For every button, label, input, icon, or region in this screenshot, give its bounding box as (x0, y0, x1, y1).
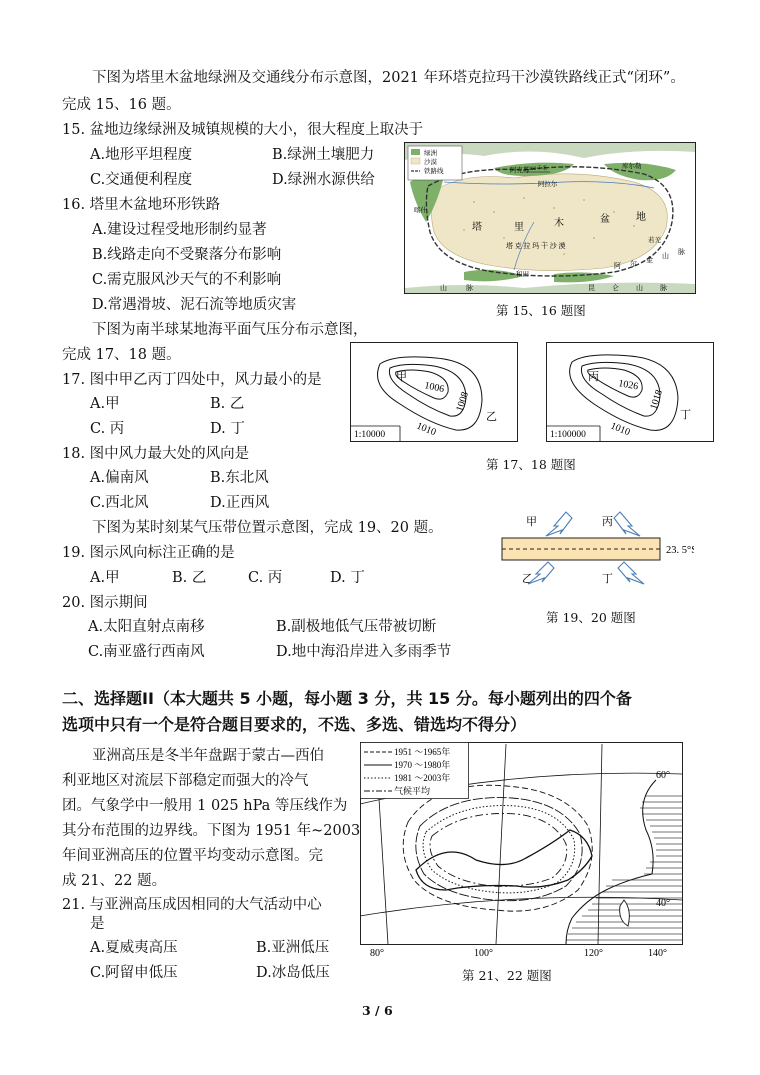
basin-label: 木 (554, 218, 564, 229)
q16-option-d[interactable]: D.常遇滑坡、泥石流等地质灾害 (92, 297, 297, 313)
intro-17-18-line1: 下图为南半球某地海平面气压分布示意图， (92, 322, 368, 338)
q15-option-b[interactable]: B.绿洲土壤肥力 (272, 147, 375, 163)
fig-15-16-caption: 第 15、16 题图 (496, 303, 586, 318)
asian-high-map (356, 740, 686, 960)
city-label: 阿克苏 (510, 167, 530, 174)
desert-label: 塔 克 拉 玛 干 沙 漠 (506, 242, 566, 250)
page-number: 3 / 6 (362, 1003, 393, 1018)
q15-stem: 15. 盆地边缘绿洲及城镇规模的大小，很大程度上取决于 (62, 122, 424, 138)
city-label: 若羌 (648, 237, 661, 244)
q16-stem: 16. 塔里木盆地环形铁路 (62, 197, 221, 213)
map-scale: 1:100000 (550, 430, 586, 440)
q19-option-d[interactable]: D. 丁 (330, 570, 365, 586)
isobar-value: 1010 (608, 420, 632, 439)
mountain-label: 山 (662, 252, 669, 260)
city-label: 阿拉尔 (538, 181, 558, 188)
intro-19-20: 下图为某时刻某气压带位置示意图，完成 19、20 题。 (92, 520, 443, 536)
q18-option-c[interactable]: C.西北风 (90, 495, 149, 511)
q20-option-c[interactable]: C.南亚盛行西南风 (88, 644, 205, 660)
intro-21-22-l1: 亚洲高压是冬半年盘踞于蒙古—西伯 (92, 748, 324, 764)
q15-option-c[interactable]: C.交通便利程度 (90, 172, 193, 188)
q19-option-a[interactable]: A.甲 (90, 570, 120, 586)
latitude-label: 23. 5°S (666, 545, 694, 556)
basin-label: 盆 (600, 214, 610, 225)
q17-option-c[interactable]: C. 丙 (90, 421, 125, 437)
q19-option-b[interactable]: B. 乙 (172, 570, 207, 586)
city-label: 和田 (516, 271, 529, 278)
legend-railway: 铁路线 (424, 168, 444, 175)
mountain-label: 脉 (678, 248, 685, 256)
intro-21-22-l6: 成 21、22 题。 (62, 873, 167, 889)
map-scale: 1:10000 (354, 430, 386, 440)
mountain-label: 脉 (466, 284, 473, 292)
q21-option-c[interactable]: C.阿留申低压 (90, 965, 178, 981)
q16-option-a[interactable]: A.建设过程受地形制约显著 (92, 222, 267, 238)
mountain-label: 阿 (614, 262, 621, 270)
intro-21-22-l5: 年间亚洲高压的位置平均变动示意图。完 (62, 848, 323, 864)
q17-option-a[interactable]: A.甲 (90, 396, 120, 412)
lon-label: 120° (584, 948, 603, 959)
q17-option-b[interactable]: B. 乙 (210, 396, 245, 412)
lon-label: 80° (370, 948, 384, 959)
q20-option-d[interactable]: D.地中海沿岸进入多雨季节 (276, 644, 452, 660)
map-scale: 0 200千米 (524, 166, 548, 172)
point-label: 乙 (522, 573, 533, 585)
fig-19-20-caption: 第 19、20 题图 (546, 610, 636, 625)
pressure-belt-diagram (494, 508, 694, 586)
q21-option-d[interactable]: D.冰岛低压 (256, 965, 330, 981)
fig-17-18-caption: 第 17、18 题图 (486, 457, 576, 472)
isobar-value: 1008 (454, 390, 472, 413)
basin-label: 地 (636, 212, 646, 223)
mountain-label: 山 (440, 284, 447, 292)
legend-desert: 沙漠 (424, 159, 437, 166)
city-label: 喀什 (414, 207, 427, 214)
lon-label: 100° (474, 948, 493, 959)
intro-21-22-l2: 利亚地区对流层下部稳定而强大的冷气 (62, 773, 309, 789)
q17-option-d[interactable]: D. 丁 (210, 421, 245, 437)
point-label: 丙 (602, 516, 613, 528)
mountain-label: 脉 (660, 284, 667, 292)
q15-option-d[interactable]: D.绿洲水源供给 (272, 172, 375, 188)
q17-stem: 17. 图中甲乙丙丁四处中，风力最小的是 (62, 372, 322, 388)
q21-option-b[interactable]: B.亚洲低压 (256, 940, 330, 956)
isobar-value: 1026 (617, 378, 640, 393)
q21-stem-line2: 是 (90, 916, 105, 932)
mountain-label: 仑 (612, 284, 619, 292)
legend-1981-2003: 1981 ～2003年 (394, 773, 451, 783)
q18-option-d[interactable]: D.正西风 (210, 495, 270, 511)
isobar-value: 1010 (414, 420, 438, 439)
section-2-header-line1: 二、选择题II（本大题共 5 小题，每小题 3 分，共 15 分。每小题列出的四个备 (62, 689, 632, 708)
point-label: 丁 (602, 573, 613, 585)
q16-option-b[interactable]: B.线路走向不受聚落分布影响 (92, 247, 282, 263)
isobar-value: 1018 (648, 388, 666, 411)
legend-oasis: 绿洲 (424, 150, 437, 157)
isobar-map-left (350, 342, 518, 442)
intro-21-22-l3: 团。气象学中一般用 1 025 hPa 等压线作为 (62, 798, 348, 814)
legend-climate-mean: 气候平均 (394, 786, 431, 796)
isobar-value: 1006 (423, 380, 446, 396)
intro-15-16-line2: 完成 15、16 题。 (62, 97, 181, 113)
isobar-map-right (546, 342, 714, 442)
q19-option-c[interactable]: C. 丙 (248, 570, 283, 586)
point-label: 甲 (526, 516, 537, 528)
lon-label: 140° (648, 948, 667, 959)
q16-option-c[interactable]: C.需克服风沙天气的不利影响 (92, 272, 282, 288)
q19-stem: 19. 图示风向标注正确的是 (62, 545, 235, 561)
legend-1970-1980: 1970 ～1980年 (394, 760, 451, 770)
q20-option-b[interactable]: B.副极地低气压带被切断 (276, 619, 437, 635)
mountain-label: 金 (646, 256, 653, 264)
q21-option-a[interactable]: A.夏威夷高压 (90, 940, 178, 956)
basin-label: 塔 (472, 222, 482, 233)
q18-stem: 18. 图中风力最大处的风向是 (62, 446, 250, 462)
tarim-basin-map (404, 142, 696, 294)
intro-15-16-line1: 下图为塔里木盆地绿洲及交通线分布示意图，2021 年环塔克拉玛干沙漠铁路线正式“闭环”。 (92, 70, 685, 86)
intro-17-18-line2: 完成 17、18 题。 (62, 347, 181, 363)
basin-label: 里 (514, 222, 524, 233)
q20-option-a[interactable]: A.太阳直射点南移 (88, 619, 205, 635)
city-label: 库尔勒 (622, 163, 642, 170)
mountain-label: 山 (636, 284, 643, 292)
q15-option-a[interactable]: A.地形平坦程度 (90, 147, 193, 163)
q18-option-a[interactable]: A.偏南风 (90, 470, 149, 486)
q20-stem: 20. 图示期间 (62, 595, 148, 611)
q21-stem-line1: 21. 与亚洲高压成因相同的大气活动中心 (62, 897, 322, 913)
point-label: 丙 (588, 371, 599, 383)
fig-21-22-caption: 第 21、22 题图 (462, 968, 552, 983)
lat-label: 40° (656, 898, 670, 909)
legend-1951-1965: 1951 ～1965年 (394, 747, 451, 757)
lat-label: 60° (656, 770, 670, 781)
point-label: 甲 (396, 371, 407, 383)
section-2-header-line2: 选项中只有一个是符合题目要求的，不选、多选、错选均不得分） (62, 715, 527, 734)
mountain-label: 尔 (630, 260, 637, 268)
intro-21-22-l4: 其分布范围的边界线。下图为 1951 年~2003 (62, 823, 361, 839)
mountain-label: 昆 (588, 284, 595, 292)
point-label: 丁 (680, 409, 691, 421)
q18-option-b[interactable]: B.东北风 (210, 470, 269, 486)
point-label: 乙 (486, 411, 497, 423)
